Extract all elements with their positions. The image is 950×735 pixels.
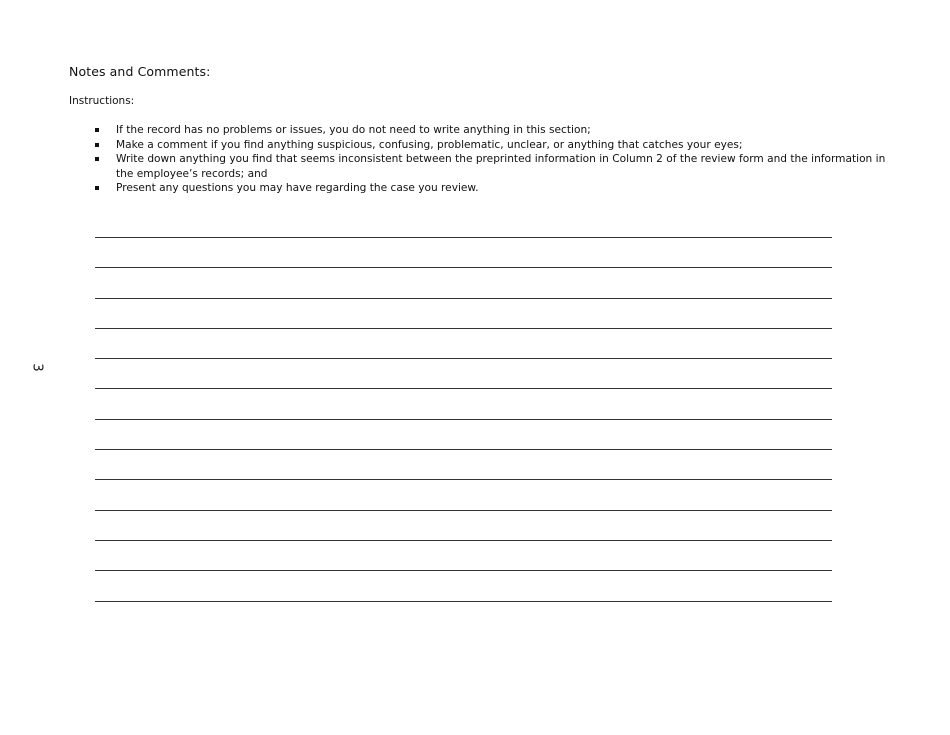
comment-write-line[interactable] xyxy=(95,479,832,509)
instruction-text: If the record has no problems or issues, you do not need to write anything in this section; xyxy=(116,124,591,136)
comment-write-line[interactable] xyxy=(95,601,832,631)
instruction-text: Write down anything you find that seems inconsistent between the preprinted information in Column 2 of the review form and the information in the employee’s records; and xyxy=(116,153,886,180)
instruction-item xyxy=(95,152,895,181)
comment-write-line[interactable] xyxy=(95,540,832,570)
instructions-list xyxy=(95,123,895,196)
comment-write-line[interactable] xyxy=(95,267,832,297)
comment-write-line[interactable] xyxy=(95,419,832,449)
comment-write-line[interactable] xyxy=(95,298,832,328)
comment-write-line[interactable] xyxy=(95,358,832,388)
instruction-item xyxy=(95,181,895,196)
instruction-text: Present any questions you may have regarding the case you review. xyxy=(116,182,479,194)
comment-write-line[interactable] xyxy=(95,570,832,600)
page-number: 3 xyxy=(29,363,45,372)
comment-lines[interactable] xyxy=(95,237,832,631)
comment-write-line[interactable] xyxy=(95,328,832,358)
comment-write-line[interactable] xyxy=(95,449,832,479)
instruction-item xyxy=(95,138,895,153)
comment-write-line[interactable] xyxy=(95,388,832,418)
instructions-label: Instructions: xyxy=(69,95,135,107)
instruction-item xyxy=(95,123,895,138)
square-bullet-icon xyxy=(95,128,99,132)
instruction-text: Make a comment if you find anything suspicious, confusing, problematic, unclear, or anything that catches your eyes; xyxy=(116,138,743,151)
comment-write-line[interactable] xyxy=(95,237,832,267)
comment-write-line[interactable] xyxy=(95,510,832,540)
square-bullet-icon xyxy=(95,157,99,161)
square-bullet-icon xyxy=(95,143,99,147)
notes-heading: Notes and Comments: xyxy=(69,64,211,79)
square-bullet-icon xyxy=(95,186,99,190)
